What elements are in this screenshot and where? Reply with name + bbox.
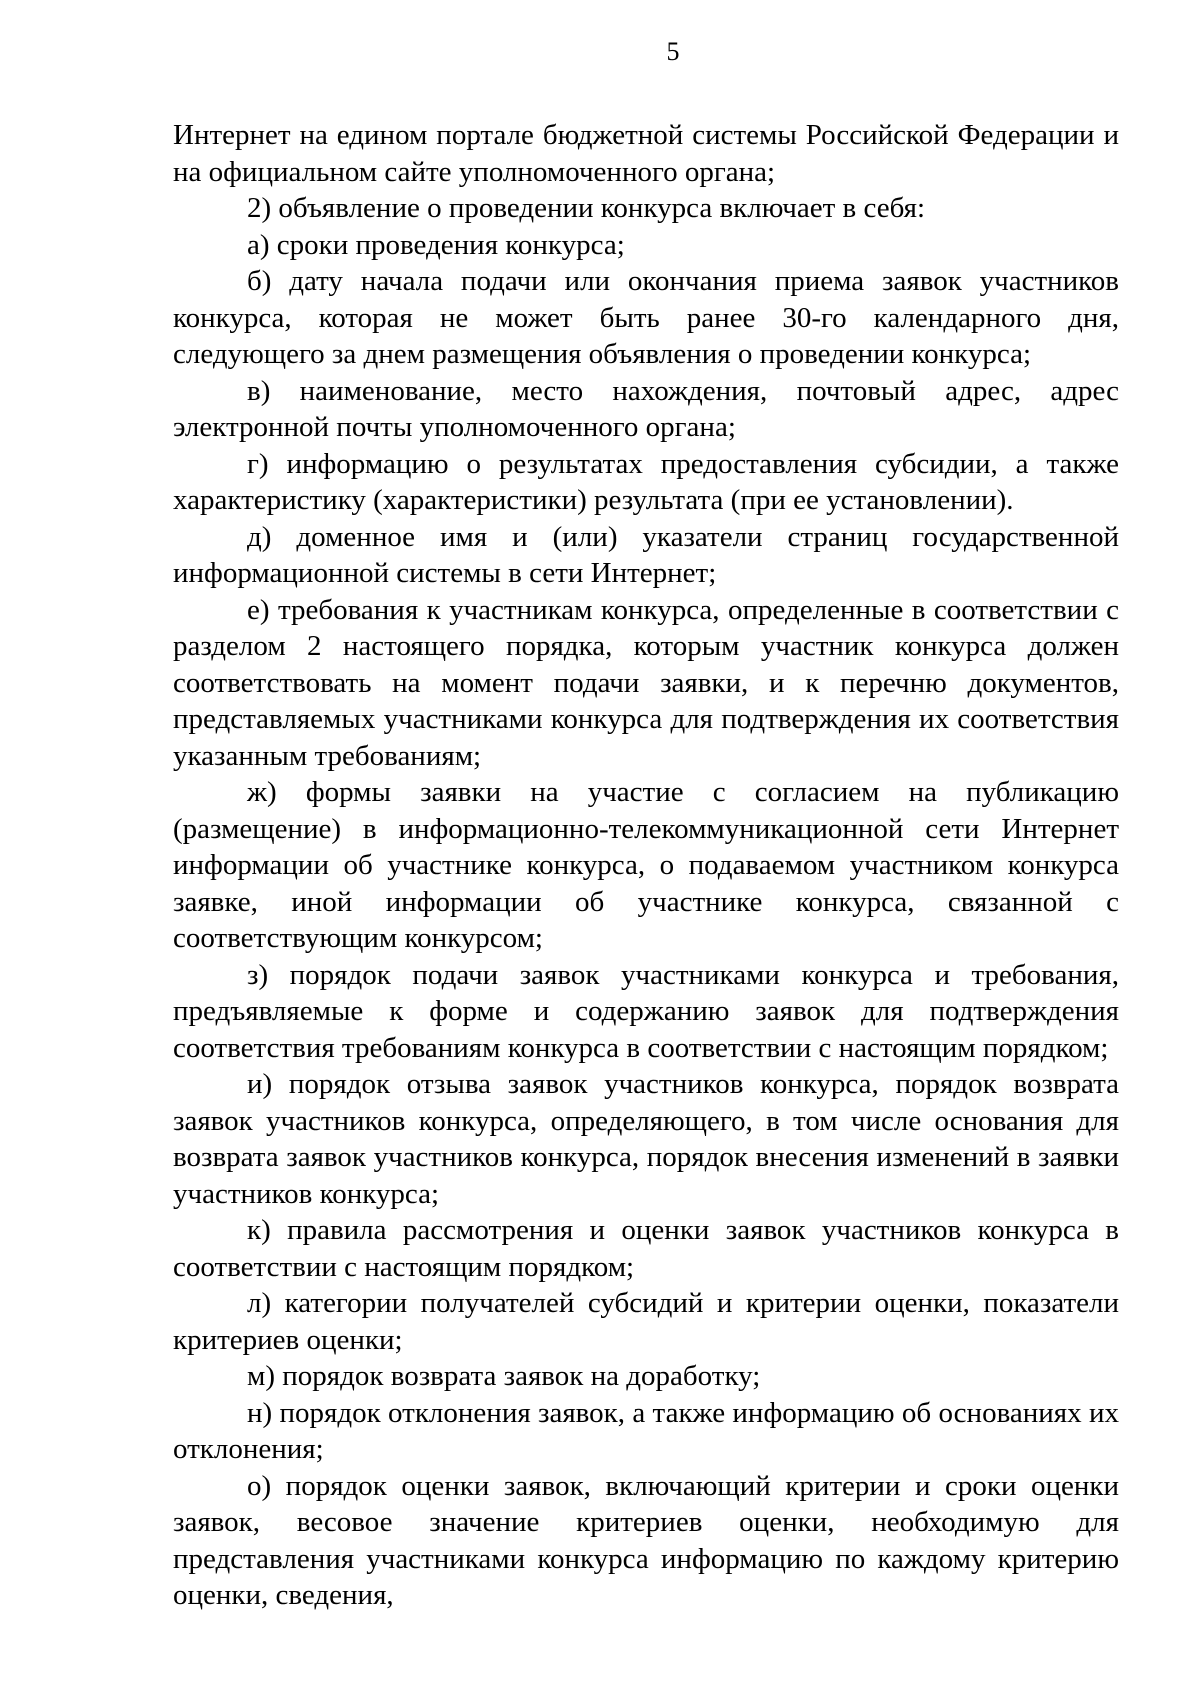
paragraph-item-zh: ж) формы заявки на участие с согласием на публикацию (размещение) в информационно-телекоммуникационной сети Интернет информации об участнике конкурса, о подаваемом участником конкурса заявке, иной информации об участнике конкурса, связанной с соответствующим конкурсом; <box>173 776 1119 954</box>
paragraph-item-o: о) порядок оценки заявок, включающий критерии и сроки оценки заявок, весовое значение критериев оценки, необходимую для представления участниками конкурса информацию по каждому критерию оценки, сведения, <box>173 1469 1119 1611</box>
paragraph-item-n: н) порядок отклонения заявок, а также информацию об основаниях их отклонения; <box>173 1396 1119 1465</box>
paragraph-item-l: л) категории получателей субсидий и критерии оценки, показатели критериев оценки; <box>173 1287 1119 1356</box>
paragraph-item-m: м) порядок возврата заявок на доработку; <box>247 1360 761 1392</box>
paragraph-item-z: з) порядок подачи заявок участниками конкурса и требования, предъявляемые к форме и содержанию заявок для подтверждения соответствия требованиям конкурса в соответствии с настоящим порядком; <box>173 958 1119 1064</box>
page-number: 5 <box>666 37 680 66</box>
paragraph-item-b: б) дату начала подачи или окончания приема заявок участников конкурса, которая не может быть ранее 30-го календарного дня, следующего за днем размещения объявления о проведении конкурса; <box>173 265 1119 370</box>
document-body <box>173 117 1119 1614</box>
paragraph-item-d: д) доменное имя и (или) указатели страниц государственной информационной системы в сети Интернет; <box>173 520 1119 589</box>
paragraph-continuation: Интернет на едином портале бюджетной системы Российской Федерации и на официальном сайте уполномоченного органа; <box>173 119 1119 188</box>
paragraph-item-a: а) сроки проведения конкурса; <box>247 228 625 261</box>
paragraph-item-i: и) порядок отзыва заявок участников конкурса, порядок возврата заявок участников конкурса, определяющего, в том числе основания для возврата заявок участников конкурса, порядок внесения изменений в заявки участников конкурса; <box>173 1068 1119 1210</box>
paragraph-item-e: е) требования к участникам конкурса, определенные в соответствии с разделом 2 настоящего порядка, которым участник конкурса должен соответствовать на момент подачи заявки, и к перечню документов, представляемых участниками конкурса для подтверждения их соответствия указанным требованиям; <box>173 593 1119 772</box>
paragraph-item-g: г) информацию о результатах предоставления субсидии, а также характеристику (характеристики) результата (при ее установлении). <box>173 447 1119 516</box>
paragraph-item-k: к) правила рассмотрения и оценки заявок участников конкурса в соответствии с настоящим порядком; <box>173 1214 1119 1283</box>
paragraph-item-2: 2) объявление о проведении конкурса включает в себя: <box>247 192 926 224</box>
paragraph-item-v: в) наименование, место нахождения, почтовый адрес, адрес электронной почты уполномоченного органа; <box>173 374 1119 443</box>
page-number-container <box>0 37 1200 67</box>
